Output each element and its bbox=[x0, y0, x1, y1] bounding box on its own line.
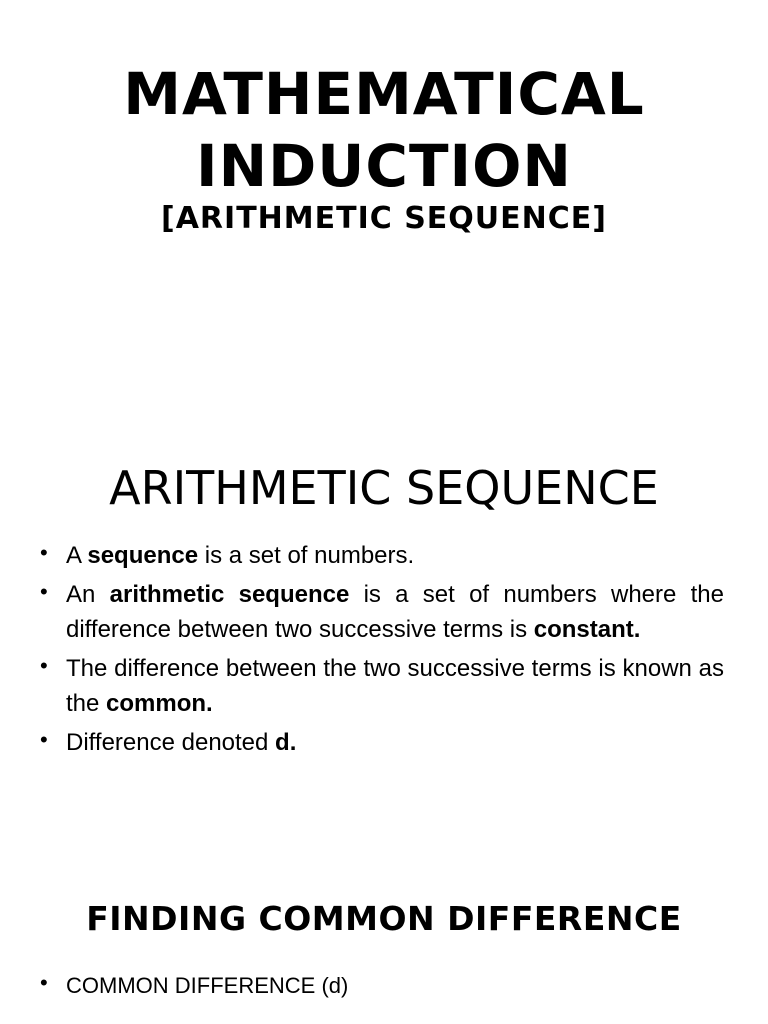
bullet-icon: • bbox=[40, 727, 48, 752]
bullet-text-plain: is a set of numbers. bbox=[198, 542, 415, 569]
bullet-icon: • bbox=[40, 653, 48, 678]
bullet-text-bold: sequence bbox=[87, 542, 199, 569]
slide3-title: FINDING COMMON DIFFERENCE bbox=[86, 899, 682, 938]
bullet-icon: • bbox=[40, 540, 48, 565]
list-item bbox=[40, 651, 724, 721]
bullet-text-plain: The difference between the two successive terms is known as the bbox=[66, 655, 724, 717]
bullet-text-plain: COMMON DIFFERENCE (d) bbox=[66, 973, 349, 998]
bullet-text-plain: An bbox=[66, 581, 110, 608]
bullet-text-plain: is a set of numbers where the difference between two successive terms is bbox=[66, 581, 724, 643]
bullet-text-plain: A bbox=[66, 542, 88, 569]
bullet-text-bold: constant. bbox=[533, 616, 641, 643]
list-item bbox=[40, 538, 724, 573]
list-item bbox=[40, 968, 724, 1003]
bullet-icon: • bbox=[40, 579, 48, 604]
bullet-icon: • bbox=[40, 970, 48, 995]
slide1-title-line1: MATHEMATICAL bbox=[123, 60, 645, 128]
slide1-title-line2: INDUCTION bbox=[196, 132, 572, 200]
slide3-bullet-list bbox=[40, 968, 724, 1007]
bullet-text-bold: d. bbox=[275, 729, 297, 756]
slide2-title: ARITHMETIC SEQUENCE bbox=[109, 461, 659, 515]
bullet-text-plain: Difference denoted bbox=[66, 729, 276, 756]
slide2-bullet-list bbox=[40, 538, 724, 764]
bullet-text-bold: common. bbox=[106, 690, 213, 717]
list-item bbox=[40, 725, 724, 760]
list-item bbox=[40, 577, 724, 647]
slide1-subtitle: [ARITHMETIC SEQUENCE] bbox=[161, 201, 607, 236]
bullet-text-bold: arithmetic sequence bbox=[109, 581, 350, 608]
